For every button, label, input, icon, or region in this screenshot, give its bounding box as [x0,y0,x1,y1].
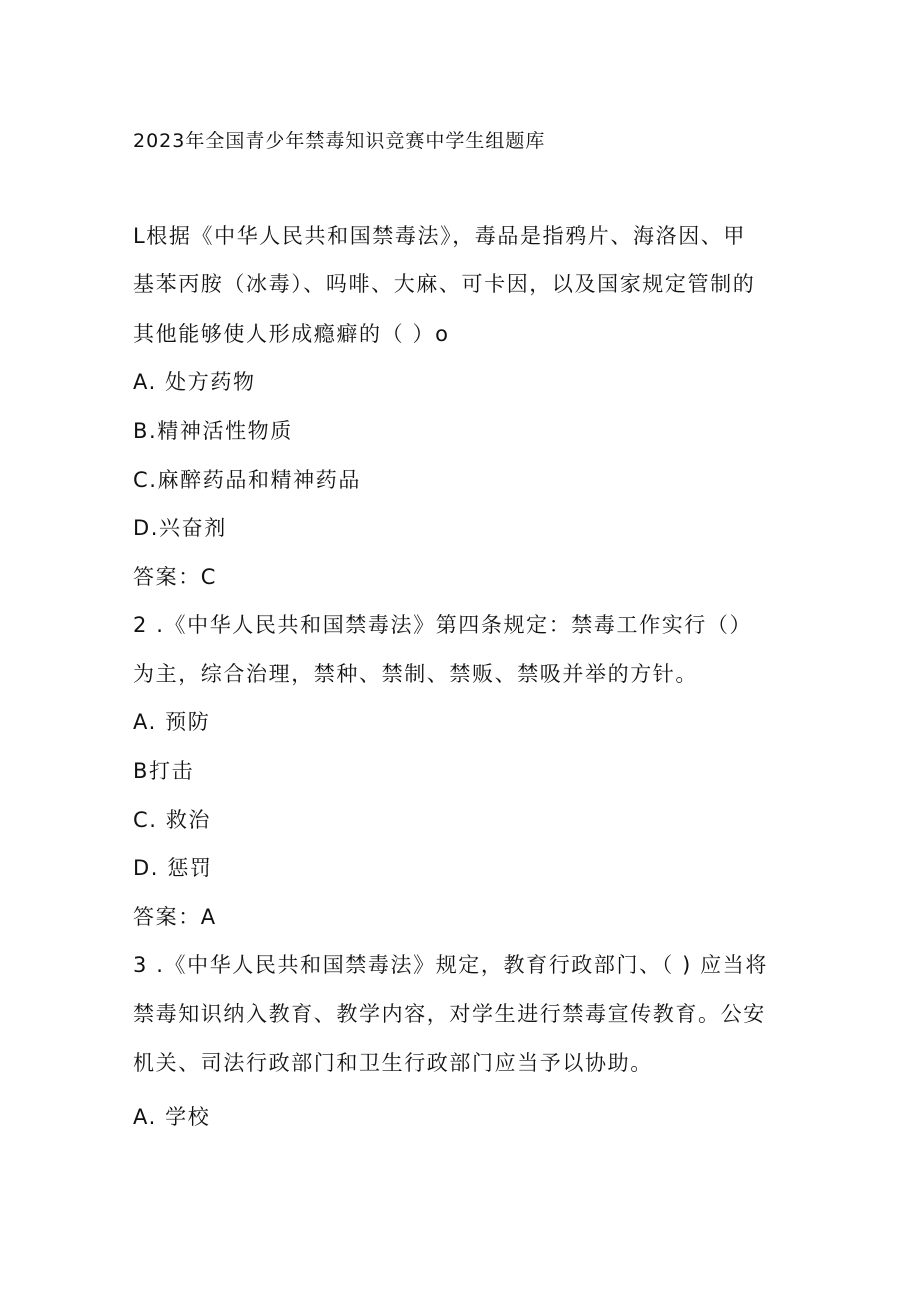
question-1-stem-line-3: 其他能够使人形成瘾癖的（ ）o [133,322,450,346]
question-2-option-d: D. 惩罚 [133,856,213,880]
question-2-answer: 答案：A [133,905,217,929]
question-1-answer: 答案：C [133,565,218,589]
question-1-stem-line-2: 基苯丙胺（冰毒）、吗啡、大麻、可卡因，以及国家规定管制的 [133,272,756,296]
question-3-stem-line-2: 禁毒知识纳入教育、教学内容，对学生进行禁毒宣传教育。公安 [133,1002,766,1026]
question-1-option-d: D.兴奋剂 [133,516,227,540]
question-1-stem-line-1: L根据《中华人民共和国禁毒法》，毒品是指鸦片、海洛因、甲 [133,224,746,248]
document-title: 2023年全国青少年禁毒知识竞赛中学生组题库 [133,130,546,152]
question-2-option-b: B打击 [133,759,195,783]
question-2-option-a: A. 预防 [133,710,211,734]
question-1-option-a: A. 处方药物 [133,370,256,394]
question-3-stem-line-3: 机关、司法行政部门和卫生行政部门应当予以协助。 [133,1051,653,1075]
question-3-stem-line-1: 3 .《中华人民共和国禁毒法》规定，教育行政部门、（ ) 应当将 [133,953,768,977]
question-2-stem-line-2: 为主，综合治理，禁种、禁制、禁贩、禁吸并举的方针。 [133,662,698,686]
question-2-stem-line-1: 2 .《中华人民共和国禁毒法》第四条规定：禁毒工作实行（） [133,613,753,637]
question-2-option-c: C. 救治 [133,808,212,832]
question-3-option-a: A. 学校 [133,1105,211,1129]
question-1-option-b: B.精神活性物质 [133,419,293,443]
question-1-option-c: C.麻醉药品和精神药品 [133,468,361,492]
